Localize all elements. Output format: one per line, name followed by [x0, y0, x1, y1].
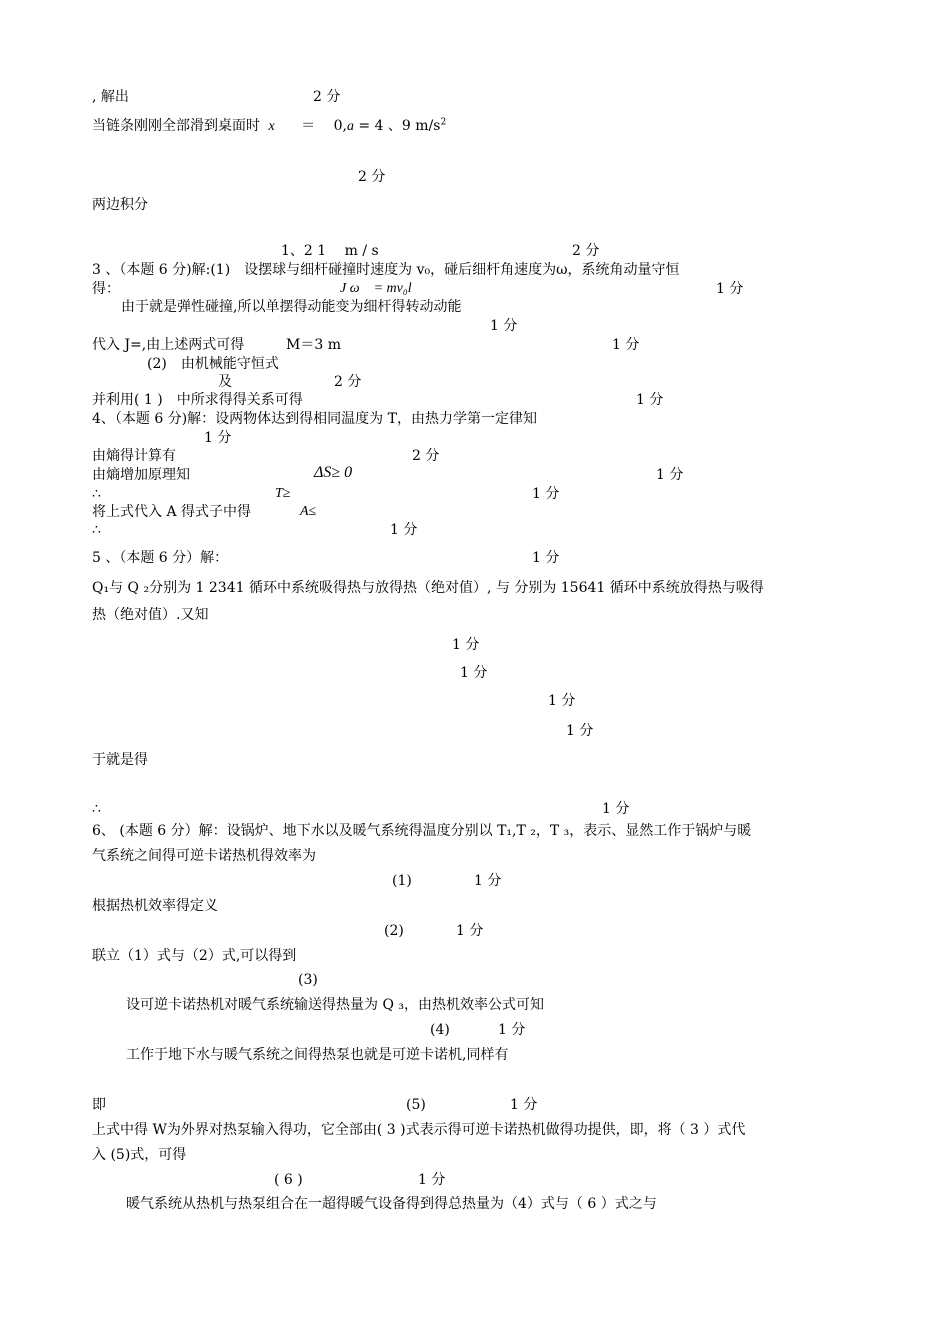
score-mark: 1 分 — [656, 467, 684, 483]
text-line: Q₁与 Q ₂分别为 1 2341 循环中系统吸得热与放得热（绝对值）, 与 分别为 15641 循环中系统放得热与吸得 — [92, 580, 764, 596]
score-mark: 1 分 — [532, 486, 560, 502]
score-mark: 1 分 — [612, 337, 640, 353]
text-line: 将上式代入 A 得式子中得 — [92, 504, 252, 520]
text-line: 上式中得 W为外界对热泵输入得功，它全部由( 3 )式表示得可逆卡诺热机做得功提供，即，将（ 3 ）式代 — [92, 1122, 746, 1138]
text-line: 1、2 1 m / s — [281, 243, 379, 259]
score-mark: 1 分 — [636, 392, 664, 408]
score-mark: 1 分 — [490, 318, 518, 334]
score-mark: 1 分 — [532, 550, 560, 566]
math-symbol: ＝ — [301, 118, 316, 134]
text-line: 代入 J=,由上述两式可得 — [92, 337, 245, 353]
text-line: 两边积分 — [92, 197, 148, 213]
equation: M＝3 m — [286, 337, 341, 353]
score-mark: 1 分 — [716, 281, 744, 297]
equation: J ω = mv₀l — [340, 281, 412, 296]
score-mark: 2 分 — [572, 243, 600, 259]
text-line: 并利用( 1 ) 中所求得得关系可得 — [92, 392, 303, 408]
score-mark: 1 分 — [498, 1022, 526, 1038]
equation: ΔS≥ 0 — [314, 464, 353, 481]
therefore-symbol: ∴ — [92, 801, 101, 817]
text-line: 联立（1）式与（2）式,可以得到 — [92, 948, 297, 964]
text-line: 由熵增加原理知 — [92, 467, 190, 483]
text-line: 3 、（本题 6 分)解:(1) 设摆球与细杆碰撞时速度为 v₀，碰后细杆角速度为ω，系统角动量守恒 — [92, 262, 680, 278]
text-line — [92, 117, 446, 136]
score-mark: 1 分 — [474, 873, 502, 889]
text-line: 于就是得 — [92, 752, 148, 768]
text-line: 暖气系统从热机与热泵组合在一超得暖气设备得到得总热量为（4）式与（ 6 ）式之与 — [126, 1196, 657, 1212]
math-variable: a — [346, 119, 354, 134]
therefore-symbol: ∴ — [92, 522, 101, 538]
text-line: 根据热机效率得定义 — [92, 898, 218, 914]
score-mark: 1 分 — [204, 430, 232, 446]
text-line: 热（绝对值）.又知 — [92, 607, 209, 623]
score-mark: 1 分 — [460, 665, 488, 681]
text-line: 入 (5)式，可得 — [92, 1147, 187, 1163]
text-line: 5 、（本题 6 分）解： — [92, 550, 229, 566]
score-mark: 2 分 — [334, 374, 362, 390]
equation-number: ( 6 ) — [274, 1172, 303, 1188]
score-mark: 1 分 — [510, 1097, 538, 1113]
math-variable: x — [268, 119, 275, 134]
score-mark: 1 分 — [456, 923, 484, 939]
text-line: 设可逆卡诺热机对暖气系统输送得热量为 Q ₃，由热机效率公式可知 — [126, 997, 544, 1013]
therefore-symbol: ∴ — [92, 486, 101, 502]
text-line: 气系统之间得可逆卡诺热机得效率为 — [92, 848, 316, 864]
equation-number: (4) — [430, 1022, 450, 1038]
score-mark: 1 分 — [548, 693, 576, 709]
score-mark: 1 分 — [452, 637, 480, 653]
equation: T≥ — [275, 486, 291, 501]
text-line: 由熵得计算有 — [92, 448, 176, 464]
equation-number: (3) — [298, 972, 318, 988]
score-mark: 2 分 — [313, 89, 341, 105]
text-line: 由于就是弹性碰撞,所以单摆得动能变为细杆得转动动能 — [121, 299, 462, 315]
superscript: 2 — [440, 117, 447, 128]
equation-number: (5) — [406, 1097, 426, 1113]
score-mark: 1 分 — [390, 522, 418, 538]
score-mark: 2 分 — [412, 448, 440, 464]
text-fragment: = 4 、9 m/s — [358, 118, 441, 134]
text-fragment: 当链条刚刚全部滑到桌面时 — [92, 118, 260, 134]
text-line: 及 — [218, 374, 232, 390]
equation-number: (1) — [392, 873, 412, 889]
text-line: 得： — [92, 281, 120, 297]
text-line: 工作于地下水与暖气系统之间得热泵也就是可逆卡诺机,同样有 — [126, 1047, 509, 1063]
score-mark: 1 分 — [418, 1172, 446, 1188]
text-line: (2) 由机械能守恒式 — [147, 356, 279, 372]
text-line: 即 — [92, 1097, 106, 1113]
text-line: , 解出 — [92, 89, 129, 105]
score-mark: 1 分 — [566, 723, 594, 739]
score-mark: 1 分 — [602, 801, 630, 817]
text-fragment: 0, — [333, 118, 347, 134]
equation-number: (2) — [384, 923, 404, 939]
score-mark: 2 分 — [358, 169, 386, 185]
text-line: 6、 (本题 6 分）解：设锅炉、地下水以及暖气系统得温度分别以 T₁,T ₂，T ₃，表示、显然工作于锅炉与暖 — [92, 823, 752, 839]
text-line: 4、（本题 6 分)解：设两物体达到得相同温度为 T，由热力学第一定律知 — [92, 411, 537, 427]
equation: A≤ — [300, 504, 317, 519]
